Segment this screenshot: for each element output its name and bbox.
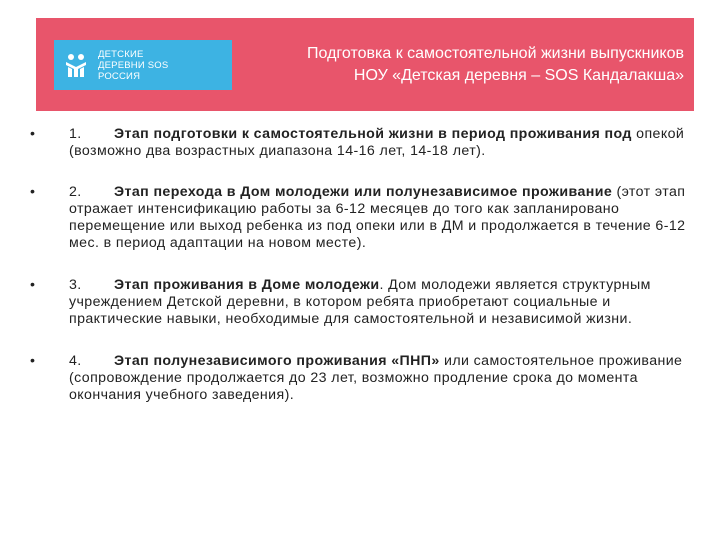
- bullet-icon: •: [30, 277, 36, 293]
- item-number: 3.: [69, 277, 82, 293]
- list-item: [28, 184, 692, 252]
- page-title: [244, 43, 684, 87]
- item-number: 2.: [69, 184, 82, 200]
- page-title-line-1: Подготовка к самостоятельной жизни выпускников: [307, 45, 684, 62]
- stages-list: [28, 126, 692, 404]
- item-text: или самостоятельное проживание (сопровождение продолжается до 23 лет, возможно продление срока до момента окончания учебного заведения).: [69, 353, 683, 403]
- item-text: (этот этап отражает интенсификацию работы за 6-12 месяцев до того как запланировано перемещение или выход ребенка из под опеки или в ДМ и продолжается в течение 6-12 мес. в период адаптации на новом месте).: [69, 184, 686, 251]
- item-heading: Этап перехода в Дом молодежи или полунезависимое проживание: [114, 184, 613, 200]
- bullet-icon: •: [30, 184, 36, 200]
- list-item: [28, 277, 692, 328]
- item-heading: Этап проживания в Доме молодежи: [114, 277, 380, 293]
- logo: [54, 40, 232, 90]
- header-banner: [36, 18, 694, 111]
- logo-text: [98, 49, 168, 82]
- item-text: опекой (возможно два возрастных диапазона 14-16 лет, 14-18 лет).: [69, 126, 685, 159]
- page-title-line-2: НОУ «Детская деревня – SOS Кандалакша»: [353, 67, 684, 84]
- list-item: [28, 126, 692, 160]
- list-item: [28, 353, 692, 404]
- item-number: 1.: [69, 126, 82, 142]
- item-heading: Этап подготовки к самостоятельной жизни в период проживания под: [114, 126, 632, 142]
- item-number: 4.: [69, 353, 82, 369]
- logo-line-3: РОССИЯ: [98, 70, 141, 82]
- sos-children-logo-icon: [62, 51, 90, 79]
- item-text: . Дом молодежи является структурным учреждением Детской деревни, в котором ребята приобретают социальные и практические навыки, необходимые для самостоятельной и независимой жизни.: [69, 277, 651, 327]
- item-heading: Этап полунезависимого проживания «ПНП»: [114, 353, 440, 369]
- bullet-icon: •: [30, 353, 36, 369]
- logo-line-1: ДЕТСКИЕ: [98, 48, 144, 60]
- logo-line-2: ДЕРЕВНИ SOS: [98, 59, 169, 71]
- bullet-icon: •: [30, 126, 36, 142]
